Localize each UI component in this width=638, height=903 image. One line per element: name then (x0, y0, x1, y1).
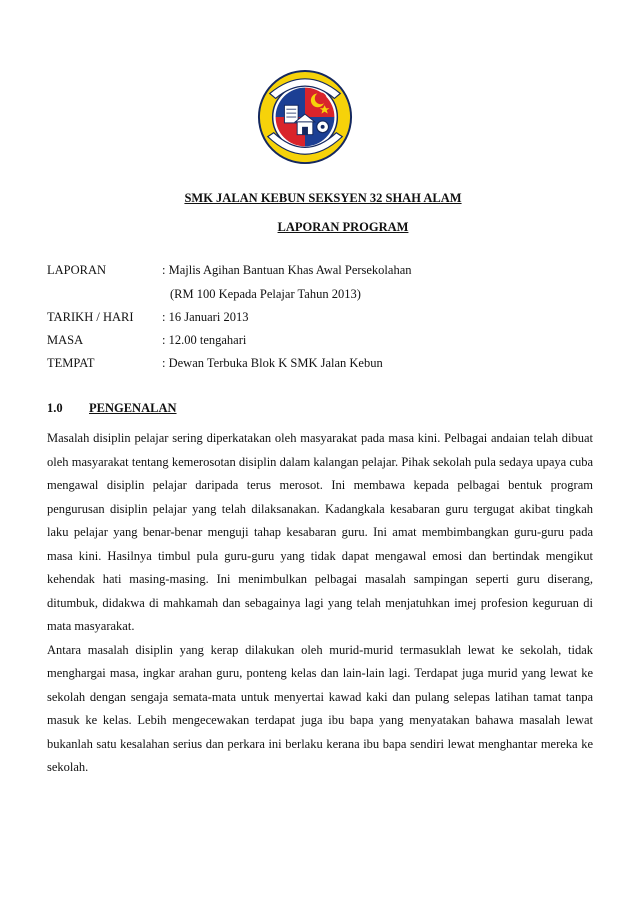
info-label: MASA (47, 333, 84, 347)
info-label: TEMPAT (47, 356, 95, 370)
paragraph: Masalah disiplin pelajar sering diperkatakan oleh masyarakat pada masa kini. Pelbagai andaian telah dibuat oleh masyarakat tentang kemerosotan disiplin dalam kalangan pelajar. Pihak sekolah pula sedaya upaya cuba mengawal disiplin pelajar daripada terus merosot. Ini membawa kepada pelbagai bentuk program pengurusan disiplin pelajar yang telah dilaksanakan. Kadangkala kesabaran guru tergugat akibat tingkah laku pelajar yang benar-benar menguji tahap kesabaran guru. Ini amat membimbangkan guru-guru pada masa kini. Hasilnya timbul pula guru-guru yang tidak dapat mengawal emosi dan bertindak mengikut kehendak hati masing-masing. Ini menimbulkan pelbagai masalah sampingan seperti guru diserang, ditumbuk, didakwa di mahkamah dan sebagainya lagi yang telah menjatuhkan imej profesion keguruan di mata masyarakat. (47, 431, 593, 633)
report-title: LAPORAN PROGRAM (277, 220, 409, 234)
paragraph: Antara masalah disiplin yang kerap dilakukan oleh murid-murid termasuklah lewat ke sekolah, tidak menghargai masa, ingkar arahan guru, ponteng kelas dan lain-lain lagi. Terdapat juga murid yang lewat ke sekolah dengan sengaja semata-mata untuk menyertai kawad kaki dan pulang selepas latihan tamat tanpa masuk ke kelas. Lebih mengecewakan terdapat juga ibu bapa yang menyatakan bahawa masalah lewat bukanlah satu kesalahan serius dan perkara ini berlaku kerana ibu bapa sendiri lewat menghantar mereka ke sekolah. (47, 642, 593, 774)
info-value: (RM 100 Kepada Pelajar Tahun 2013) (170, 287, 361, 301)
info-value: : Majlis Agihan Bantuan Khas Awal Persekolahan (162, 263, 412, 277)
info-value: : 16 Januari 2013 (162, 310, 249, 324)
section-number: 1.0 (47, 401, 63, 415)
info-value: : 12.00 tengahari (162, 333, 247, 347)
school-name: SMK JALAN KEBUN SEKSYEN 32 SHAH ALAM (184, 191, 462, 205)
section-title: PENGENALAN (89, 401, 177, 415)
info-label: TARIKH / HARI (47, 310, 134, 324)
section-body (47, 427, 593, 780)
info-value: : Dewan Terbuka Blok K SMK Jalan Kebun (162, 356, 383, 370)
school-crest-logo (256, 66, 354, 170)
info-label: LAPORAN (47, 263, 107, 277)
